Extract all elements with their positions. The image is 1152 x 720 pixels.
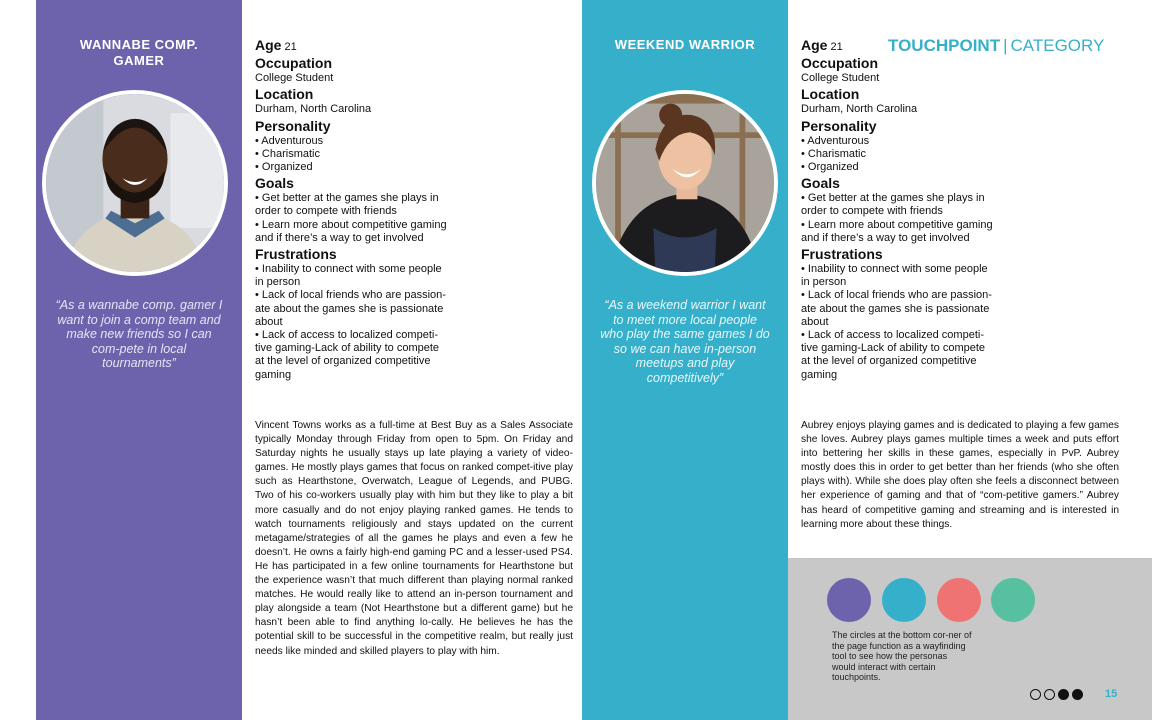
persona-name: WANNABE COMP. GAMER [79, 37, 199, 68]
persona-name: WEEKEND WARRIOR [614, 37, 756, 52]
personality-list [255, 135, 485, 175]
location-value: Durham, North Carolina [255, 103, 372, 116]
personality-label: Personality [255, 117, 331, 134]
wayfinding-circle-purple [827, 578, 871, 622]
list-item: • Learn more about competitive gaming and if there’s a way to get involved [255, 218, 447, 244]
goals-label: Goals [801, 175, 840, 192]
frustrations-list [255, 263, 485, 382]
section-title-light: CATEGORY [1010, 36, 1105, 55]
page-dot [1044, 689, 1055, 700]
goals-list [801, 192, 1031, 245]
section-title-strong: TOUCHPOINT [888, 36, 1001, 55]
list-item: • Lack of access to localized competi- tive gaming-Lack of ability to compete at the level of organized competitive gaming [801, 329, 986, 381]
location-label: Location [255, 86, 314, 103]
occupation-label: Occupation [255, 55, 333, 72]
persona-photo-avatar [592, 90, 778, 276]
list-item: • Inability to connect with some people in person [801, 263, 988, 289]
occupation-value: College Student [255, 72, 334, 85]
goals-list [255, 192, 485, 245]
persona-profile-wannabe [255, 36, 485, 382]
age-value: 21 [284, 41, 297, 53]
page-dot [1058, 689, 1069, 700]
list-item: • Adventurous [255, 134, 324, 147]
persona-photo-avatar [42, 90, 228, 276]
list-item: • Lack of local friends who are passion- ate about the games she is passionate about [255, 289, 446, 328]
age-label: Age [801, 37, 828, 53]
persona-band-weekend [582, 0, 788, 720]
persona-quote: “As a wannabe comp. gamer I want to join a comp team and make new friends so I can com-pete in local tournaments” [55, 298, 223, 371]
persona-bio: Vincent Towns works as a full-time at Best Buy as a Sales Associate typically Monday through Friday from open to 5pm. On Friday and Saturday nights he usually stays up late playing a variety of video-games. He mostly plays games that focus on ranked compet-itive play such as Hearthstone, Overwatch, League of Legends, and PUBG. Two of his co-workers usually play with him but they like to play a bit more casually and do not enjoy playing ranked games. He tends to watch tournaments religiously and stays updated on the current metagame/strategies of all the games he plays and even a few he doesn’t. He owns a fairly high-end gaming PC and a lesser-used PS4. He has participated in a few online tournaments for Hearthstone but the experience wasn’t that much different than playing normal ranked matches. He would really like to attend an in-person tournament and play alongside a team (Not Hearthstone but a different game) but he hasn’t been able to find anything lo-cally. He believes he has the potential skill to be successful in the competitive realm, but really just needs like minded and skilled players to play with him. [255, 420, 573, 657]
persona-band-wannabe [36, 0, 242, 720]
wayfinding-circle-teal [882, 578, 926, 622]
personality-list [801, 135, 1031, 175]
man-portrait-image [46, 94, 224, 272]
location-value: Durham, North Carolina [801, 103, 918, 116]
list-item: • Charismatic [255, 147, 320, 160]
list-item: • Organized [801, 161, 859, 174]
age-value: 21 [830, 41, 843, 53]
occupation-label: Occupation [801, 55, 879, 72]
persona-bio: Aubrey enjoys playing games and is dedicated to playing a few games she loves. Aubrey plays games multiple times a week and puts effort into bettering her skills in these games, especially in PvP. Aubrey mostly does this in order to get better than her friends (who she often plays with). While she does play often she feels a disconnect between her experience of gaming and that of “com-petitive gamers.” Aubrey has heard of competitive gaming and streaming and is interested in learning more about these things. [801, 420, 1119, 530]
list-item: • Organized [255, 161, 313, 174]
list-item: • Inability to connect with some people in person [255, 263, 442, 289]
woman-portrait-image [596, 94, 774, 272]
section-title [888, 36, 1104, 56]
list-item: • Lack of local friends who are passion- ate about the games she is passionate about [801, 289, 992, 328]
age-row [255, 36, 485, 54]
list-item: • Charismatic [801, 147, 866, 160]
list-item: • Learn more about competitive gaming and if there’s a way to get involved [801, 218, 993, 244]
page-number: 15 [1105, 688, 1118, 700]
wayfinding-caption: The circles at the bottom cor-ner of the page function as a wayfinding tool to see how the personas would interact with certain touchpoints. [832, 630, 972, 683]
goals-label: Goals [255, 175, 294, 192]
persona-quote: “As a weekend warrior I want to meet more local people who play the same games I do so we can have in-person meetups and play competitively” [600, 298, 770, 385]
wayfinding-circle-green [991, 578, 1035, 622]
list-item: • Adventurous [801, 134, 870, 147]
section-title-separator: | [1003, 36, 1008, 55]
occupation-value: College Student [801, 72, 880, 85]
page-dot [1030, 689, 1041, 700]
persona-profile-weekend [801, 36, 1031, 382]
frustrations-label: Frustrations [801, 246, 883, 263]
age-label: Age [255, 37, 282, 53]
personality-label: Personality [801, 117, 877, 134]
wayfinding-circle-coral [937, 578, 981, 622]
page-dot [1072, 689, 1083, 700]
list-item: • Get better at the games she plays in order to compete with friends [801, 192, 985, 218]
location-label: Location [801, 86, 860, 103]
frustrations-label: Frustrations [255, 246, 337, 263]
list-item: • Lack of access to localized competi- tive gaming-Lack of ability to compete at the level of organized competitive gaming [255, 329, 440, 381]
frustrations-list [801, 263, 1031, 382]
list-item: • Get better at the games she plays in order to compete with friends [255, 192, 439, 218]
page-indicator [1030, 689, 1083, 700]
